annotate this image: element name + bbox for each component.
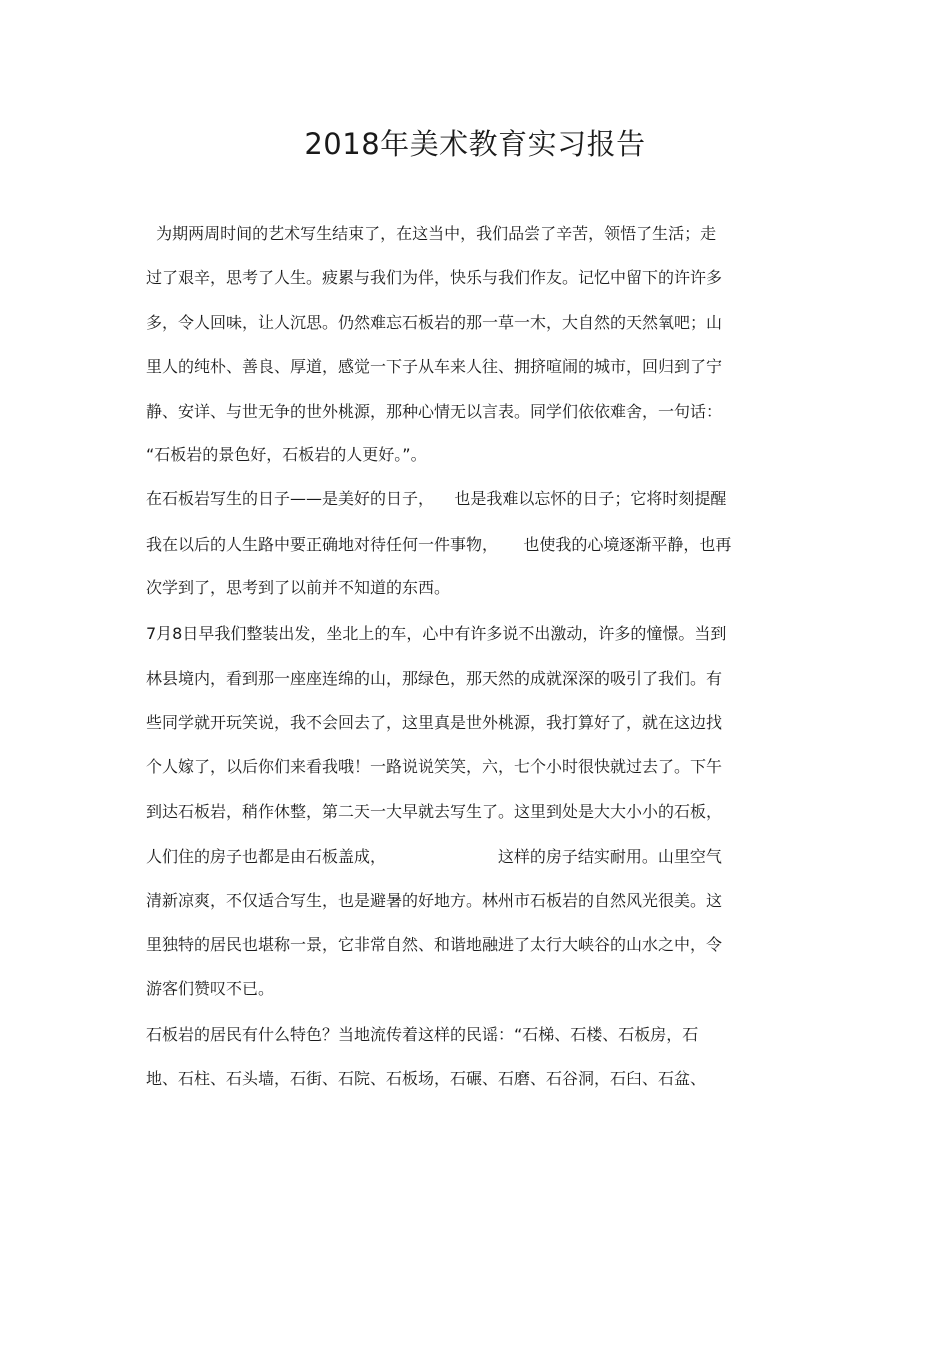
paragraph-3-line-8: 里独特的居民也堪称一景，它非常自然、和谐地融进了太行大峡谷的山水之中，令 xyxy=(146,935,723,954)
paragraph-1-line-1: 为期两周时间的艺术写生结束了，在这当中，我们品尝了辛苦，领悟了生活；走 xyxy=(146,224,717,243)
paragraph-1-line-5: 静、安详、与世无争的世外桃源，那种心情无以言表。同学们依依难舍，一句话： xyxy=(146,402,723,421)
paragraph-3-line-9: 游客们赞叹不已。 xyxy=(146,979,275,998)
paragraph-3-line-7: 清新凉爽，不仅适合写生，也是避暑的好地方。林州市石板岩的自然风光很美。这 xyxy=(146,891,723,910)
paragraph-3-line-2: 林县境内，看到那一座座连绵的山，那绿色，那天然的成就深深的吸引了我们。有 xyxy=(146,669,723,688)
paragraph-4-line-2: 地、石柱、石头墙，石街、石院、石板场，石碾、石磨、石谷洞，石臼、石盆、 xyxy=(146,1069,707,1088)
paragraph-1-line-4: 里人的纯朴、善良、厚道，感觉一下子从车来人往、拥挤喧闹的城市，回归到了宁 xyxy=(146,357,723,376)
paragraph-1-line-2: 过了艰辛，思考了人生。疲累与我们为伴，快乐与我们作友。记忆中留下的许许多 xyxy=(146,268,723,287)
paragraph-1-line-6: “石板岩的景色好，石板岩的人更好。”。 xyxy=(146,445,427,464)
paragraph-3-line-4: 个人嫁了，以后你们来看我哦！一路说说笑笑，六，七个小时很快就过去了。下午 xyxy=(146,757,723,776)
paragraph-3-line-1: 7月8日早我们整装出发，坐北上的车，心中有许多说不出激动，许多的憧憬。当到 xyxy=(146,624,727,643)
paragraph-4-line-1: 石板岩的居民有什么特色？当地流传着这样的民谣：“石梯、石楼、石板房，石 xyxy=(146,1025,699,1044)
paragraph-2-line-3: 次学到了，思考到了以前并不知道的东西。 xyxy=(146,578,451,597)
paragraph-2-line-2: 我在以后的人生路中要正确地对待任何一件事物， 也使我的心境逐渐平静，也再 xyxy=(146,535,732,554)
document-title: 2018年美术教育实习报告 xyxy=(304,127,646,161)
paragraph-3-line-5: 到达石板岩，稍作休整，第二天一大早就去写生了。这里到处是大大小小的石板， xyxy=(146,802,723,821)
paragraph-3-line-6: 人们住的房子也都是由石板盖成， 这样的房子结实耐用。山里空气 xyxy=(146,847,722,866)
paragraph-1-line-3: 多，令人回味，让人沉思。仍然难忘石板岩的那一草一木，大自然的天然氧吧；山 xyxy=(146,313,723,332)
paragraph-3-line-3: 些同学就开玩笑说，我不会回去了，这里真是世外桃源，我打算好了，就在这边找 xyxy=(146,713,723,732)
paragraph-2-line-1: 在石板岩写生的日子——是美好的日子， 也是我难以忘怀的日子；它将时刻提醒 xyxy=(146,489,727,508)
